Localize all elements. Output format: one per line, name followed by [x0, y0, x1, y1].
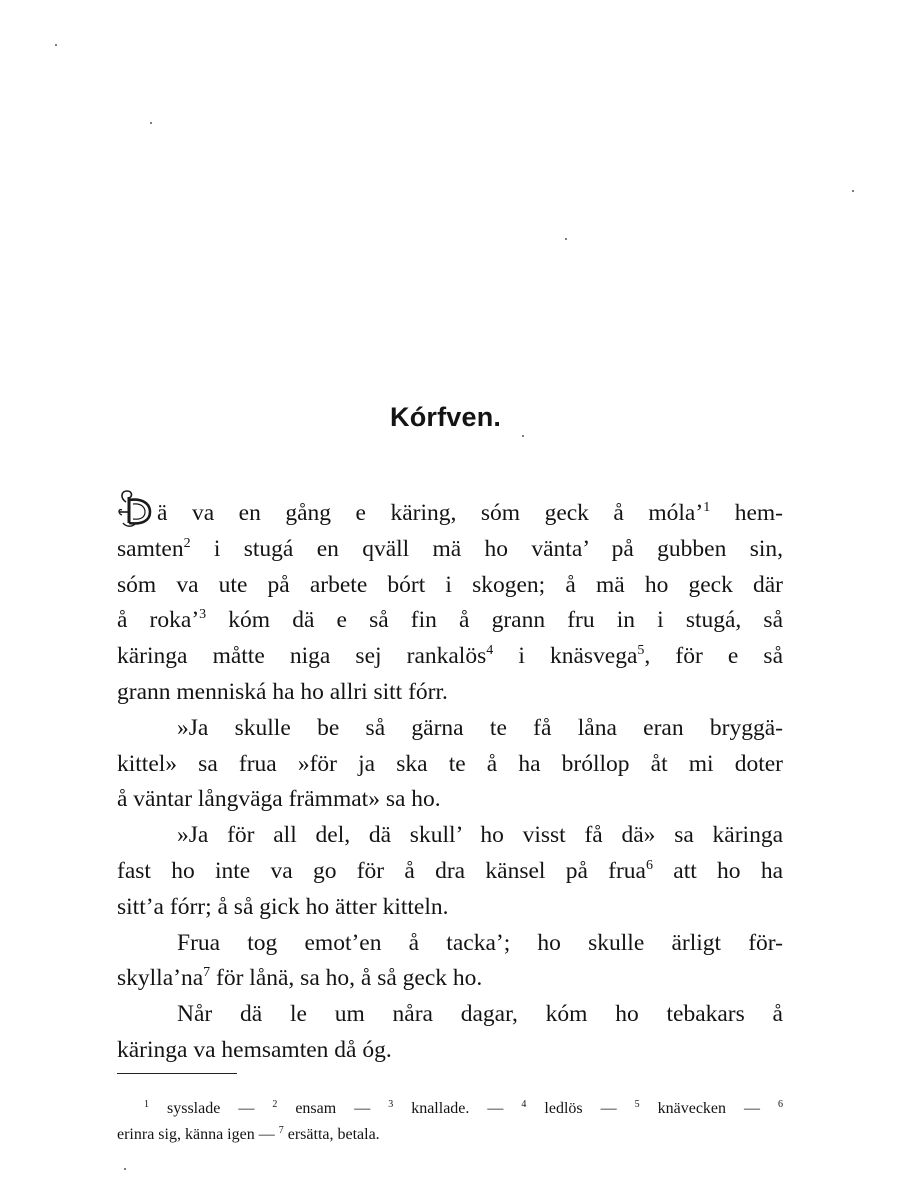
print-speck — [150, 122, 152, 124]
footnote-marker: 3 — [199, 607, 207, 623]
paragraph — [117, 488, 783, 711]
text-run: å roka’ — [117, 607, 200, 634]
text-run: »Ja skulle be så gärna te få låna eran bryggä- — [177, 714, 783, 741]
text-run: kittel» sa frua »för ja ska te å ha bróllop åt mi doter — [117, 750, 783, 777]
footnote-divider — [117, 1073, 237, 1074]
footnote-marker: 7 — [278, 1125, 284, 1136]
text-run: knallade. — — [393, 1100, 522, 1117]
body-text — [117, 488, 783, 1069]
text-run: ensam — — [277, 1100, 389, 1117]
footnotes — [117, 1096, 783, 1148]
text-line — [117, 603, 783, 639]
text-line — [117, 747, 783, 783]
paragraph — [117, 818, 783, 925]
text-run: sóm va ute på arbete bórt i skogen; å mä ho geck där — [117, 571, 783, 598]
text-run: sysslade — — [149, 1100, 273, 1117]
paragraph — [117, 926, 783, 998]
footnote-line — [117, 1122, 783, 1148]
ornamental-dropcap-d — [117, 488, 154, 528]
chapter-title: Kórfven. — [390, 402, 502, 432]
text-run: samten — [117, 535, 184, 562]
text-run: skylla’na — [117, 965, 204, 992]
footnote-marker: 1 — [703, 500, 711, 515]
text-run: ledlös — — [526, 1100, 635, 1117]
footnote-marker: 6 — [646, 857, 653, 873]
print-speck — [55, 44, 57, 46]
text-line — [117, 890, 783, 926]
text-run: hem- — [710, 500, 783, 526]
text-line — [117, 488, 783, 532]
text-run: för lånä, sa ho, å så geck ho. — [210, 965, 483, 992]
text-run: i knäsvega — [493, 643, 638, 670]
text-line — [117, 926, 783, 962]
print-speck — [565, 238, 567, 240]
text-line — [117, 782, 783, 818]
footnote-marker: 2 — [183, 535, 191, 551]
text-run: sitt’a fórr; å så gick ho ätter kitteln. — [117, 893, 449, 920]
text-run: fast ho inte va go för å dra känsel på frua — [117, 857, 646, 884]
text-run: ersätta, betala. — [283, 1126, 380, 1143]
text-run: Frua tog emot’en å tacka’; ho skulle ärligt för- — [177, 929, 783, 956]
text-run: i stugá en qväll mä ho vänta’ på gubben sin, — [190, 535, 783, 562]
footnote-marker: 4 — [521, 1099, 527, 1110]
text-run: knävecken — — [639, 1100, 779, 1117]
text-line — [117, 711, 783, 747]
paragraph — [117, 711, 783, 818]
footnote-marker: 4 — [486, 643, 494, 659]
paragraph — [117, 997, 783, 1069]
text-line — [117, 854, 783, 890]
text-run: käringa va hemsamten då óg. — [117, 1036, 392, 1063]
text-line — [117, 568, 783, 604]
footnote-marker: 6 — [778, 1099, 784, 1110]
text-run: , för e så — [644, 643, 784, 670]
print-speck — [522, 435, 524, 437]
text-line — [117, 818, 783, 854]
footnote-line — [117, 1096, 783, 1122]
text-run: ä va en gång e käring, sóm geck å móla’ — [157, 500, 704, 526]
text-line — [117, 961, 783, 997]
text-line — [117, 639, 783, 675]
text-run: erinra sig, känna igen — — [117, 1126, 279, 1143]
footnote-marker: 5 — [637, 643, 645, 659]
text-run: Når dä le um nåra dagar, kóm ho tebakars å — [177, 1001, 783, 1028]
print-speck — [124, 1168, 126, 1170]
text-line — [117, 1033, 783, 1069]
text-run: »Ja för all del, dä skull’ ho visst få dä» sa käringa — [177, 822, 783, 849]
text-line — [117, 532, 783, 568]
footnote-marker: 7 — [203, 965, 211, 981]
text-run: att ho ha — [653, 857, 783, 884]
text-run: grann menniská ha ho allri sitt fórr. — [117, 678, 448, 705]
text-line — [117, 675, 783, 711]
footnote-marker: 3 — [388, 1099, 394, 1110]
print-speck — [852, 190, 854, 192]
text-run: kóm dä e så fin å grann fru in i stugá, så — [206, 607, 784, 634]
text-run: å väntar långväga främmat» sa ho. — [117, 786, 441, 813]
footnote-marker: 5 — [634, 1099, 640, 1110]
text-line — [117, 997, 783, 1033]
text-run: käringa måtte niga sej rankalös — [117, 643, 487, 670]
footnote-marker: 2 — [272, 1099, 278, 1110]
footnote-marker: 1 — [144, 1099, 149, 1110]
